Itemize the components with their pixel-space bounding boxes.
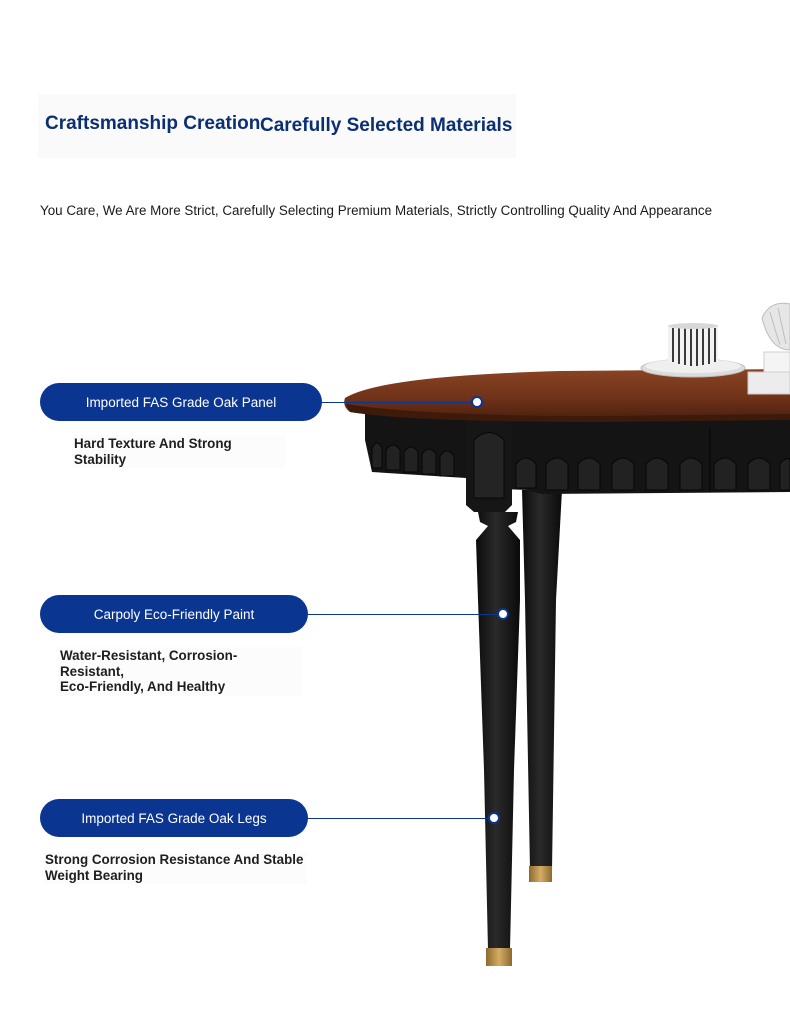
feature-desc-line: Hard Texture And Strong xyxy=(74,436,232,451)
callout-line-paint xyxy=(308,614,503,615)
feature-pill-label: Imported FAS Grade Oak Legs xyxy=(81,810,267,826)
feature-desc-line: Eco-Friendly, And Healthy xyxy=(60,679,226,694)
feature-pill-label: Imported FAS Grade Oak Panel xyxy=(85,394,277,410)
feature-desc-line: Weight Bearing xyxy=(45,867,143,883)
callout-line-legs xyxy=(308,818,494,819)
feature-desc-oak-panel xyxy=(72,435,286,468)
feature-desc-line: Stability xyxy=(74,451,127,467)
feature-desc-paint xyxy=(58,647,302,696)
decor-books-vase xyxy=(748,303,790,394)
callout-dot-paint xyxy=(497,608,509,620)
section-title-craftsmanship: Craftsmanship Creation xyxy=(45,113,261,134)
feature-pill-oak-legs xyxy=(40,799,308,837)
front-leg xyxy=(476,512,520,966)
section-subtitle: You Care, We Are More Strict, Carefully Selecting Premium Materials, Strictly Controlling Quality And Appearance xyxy=(40,203,713,218)
feature-pill-oak-panel xyxy=(40,383,322,421)
table-apron xyxy=(365,410,790,512)
oak-tabletop xyxy=(344,369,790,422)
callout-dot-panel xyxy=(471,396,483,408)
feature-pill-paint xyxy=(40,595,308,633)
callout-line-panel xyxy=(322,402,477,403)
back-leg xyxy=(522,490,562,882)
callout-dot-legs xyxy=(488,812,500,824)
feature-desc-line: Water-Resistant, Corrosion-Resistant, xyxy=(60,648,238,679)
decor-cup xyxy=(641,323,745,377)
feature-pill-label: Carpoly Eco-Friendly Paint xyxy=(93,606,255,622)
feature-desc-oak-legs xyxy=(43,851,307,884)
section-title-materials: Carefully Selected Materials xyxy=(260,115,513,136)
feature-desc-line: Strong Corrosion Resistance And Stable xyxy=(45,852,304,867)
